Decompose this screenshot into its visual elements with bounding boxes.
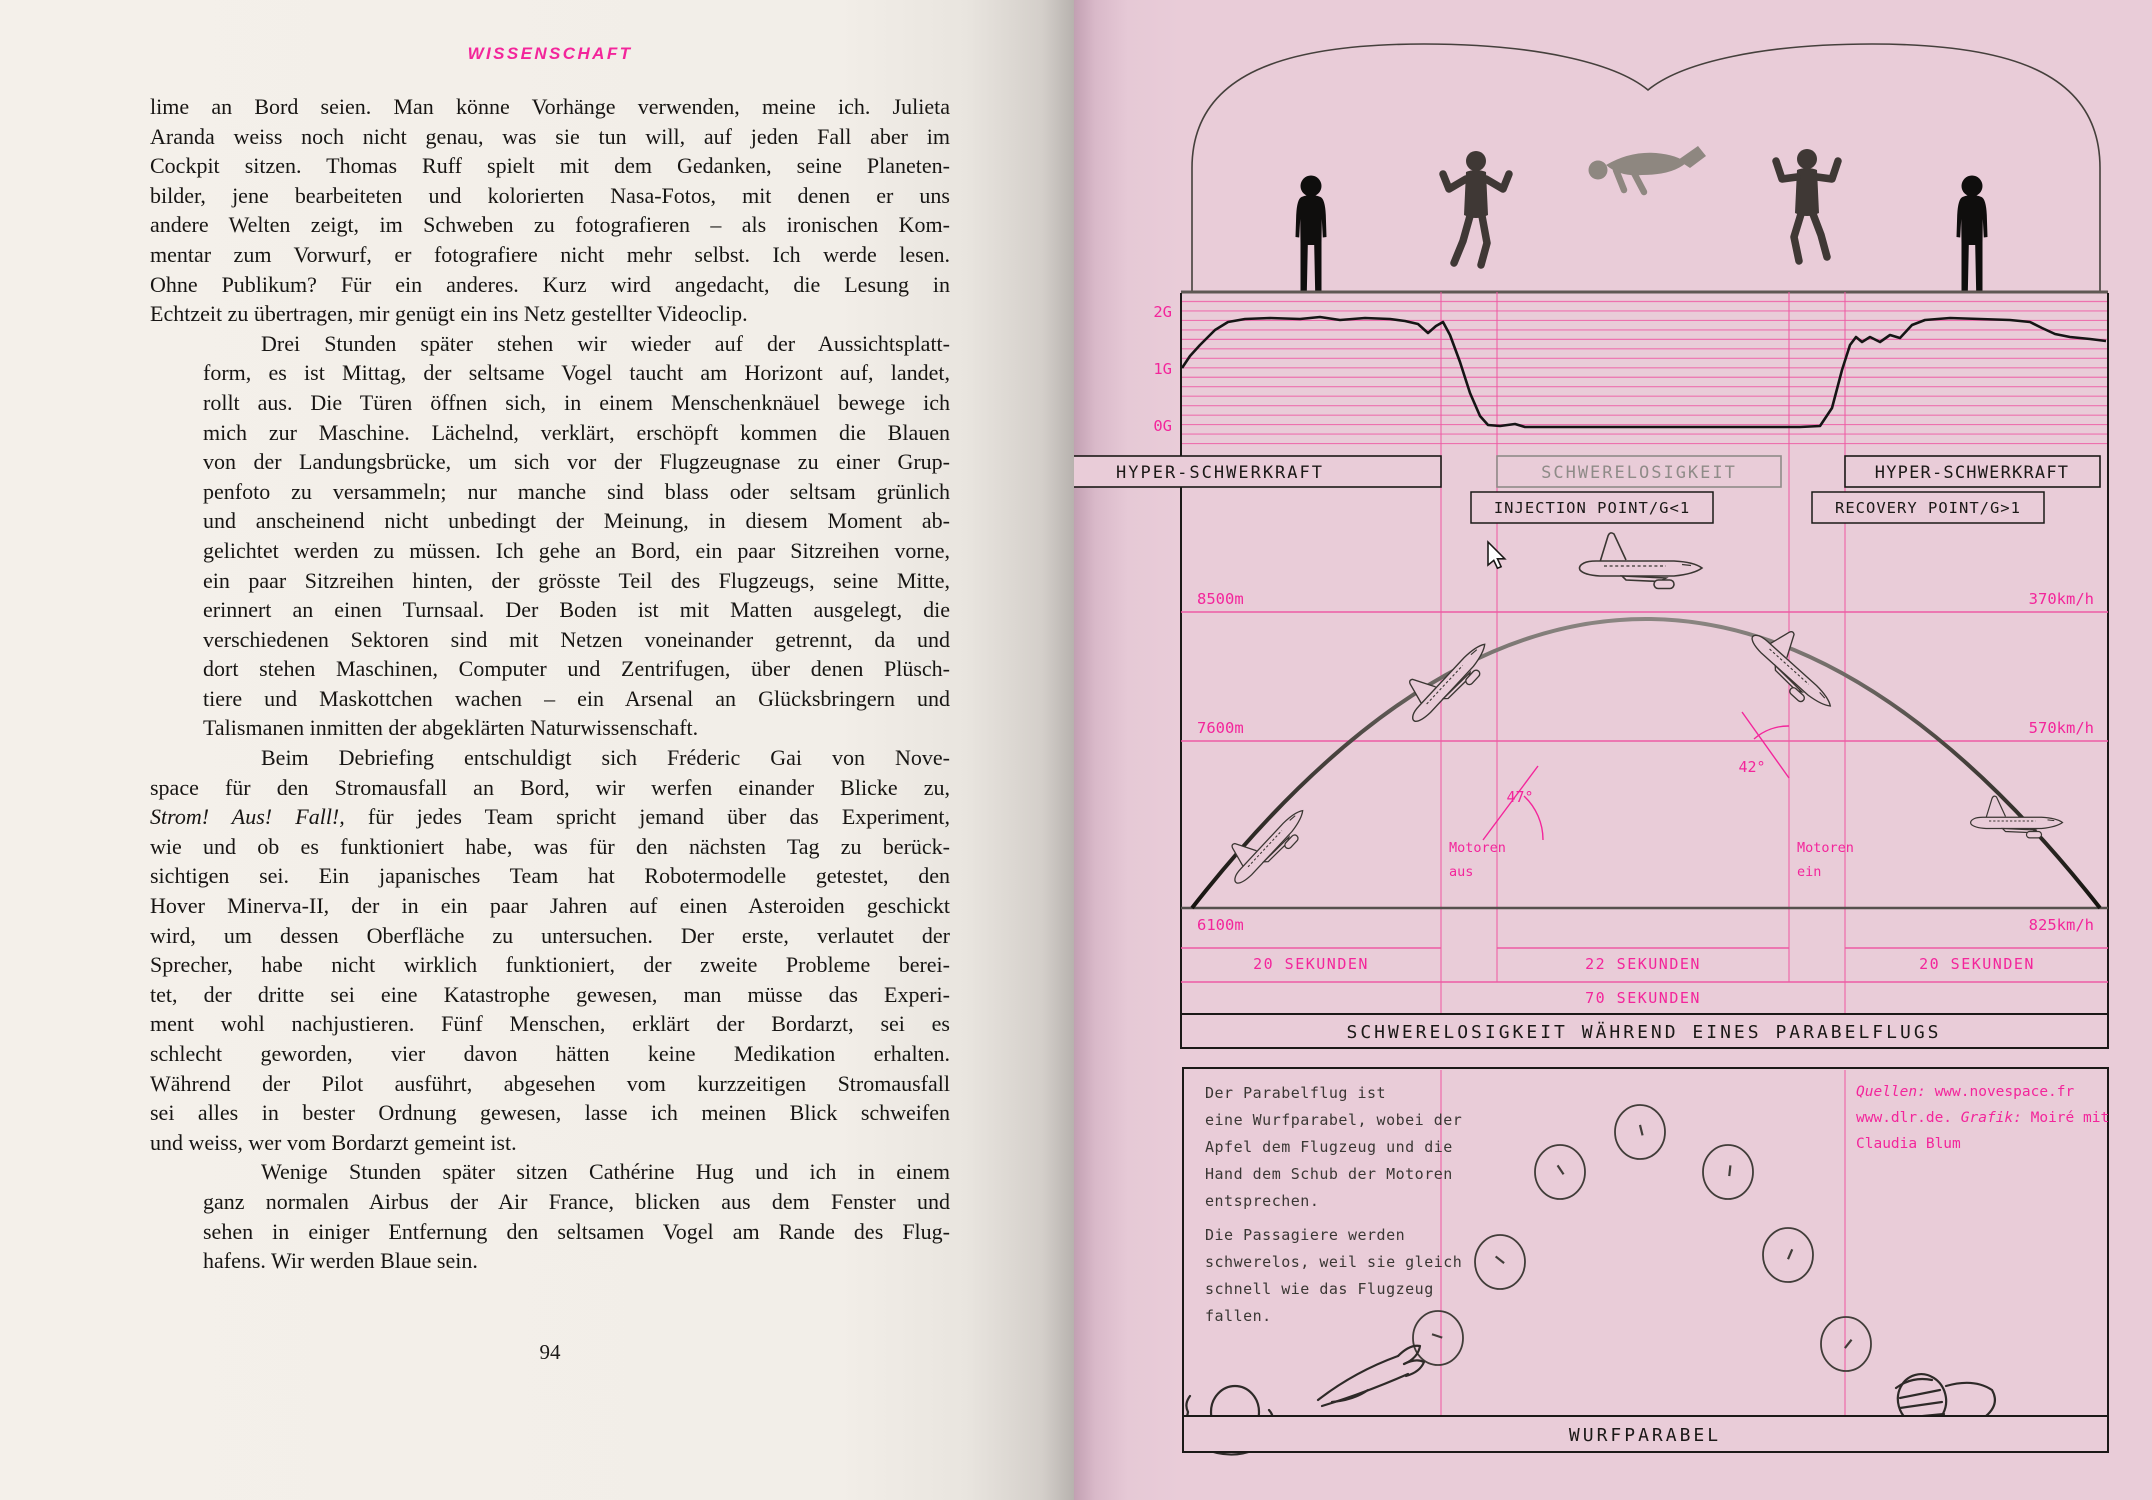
engines-off-line2: aus xyxy=(1449,864,1474,880)
human-figure-standing-left xyxy=(1296,176,1327,294)
recovery-point-label: RECOVERY POINT/G>1 xyxy=(1835,499,2021,517)
text-line: Während der Pilot ausführt, abgesehen vom kurzzeitigen Stromausfall xyxy=(150,1070,950,1096)
right-page xyxy=(1074,0,2152,1500)
speed-570: 570km/h xyxy=(2028,719,2094,737)
text-line: ein paar Sitzreihen hinten, der grösste Teil des Flugzeugs, seine Mitte, xyxy=(203,567,950,593)
paragraph xyxy=(150,92,950,329)
wurfparabel-text xyxy=(1205,1084,1462,1325)
diagram-caption: SCHWERELOSIGKEIT WÄHREND EINES PARABELFLUGS xyxy=(1346,1022,1942,1043)
text-line: erinnert an einen Turnsaal. Der Boden ist mit Matten ausgelegt, die xyxy=(203,597,950,623)
human-figure-standing-right xyxy=(1957,176,1988,294)
text-line: penfoto zu versammeln; nur manche sind blass oder seltsam grünlich xyxy=(203,478,950,504)
apple-trajectory xyxy=(1413,1105,1871,1371)
speed-825: 825km/h xyxy=(2028,916,2094,934)
text-line: tet, der dritte sei eine Katastrophe gewesen, man müsse das Experi- xyxy=(150,981,950,1007)
gforce-gridlines xyxy=(1181,302,2108,444)
text-line: form, es ist Mittag, der seltsame Vogel taucht am Horizont auf, landet, xyxy=(203,360,950,386)
wurfparabel-text-line: entsprechen. xyxy=(1205,1192,1320,1210)
g-label-2g: 2G xyxy=(1153,303,1172,321)
altitude-7600: 7600m xyxy=(1197,719,1244,737)
text-line: und weiss, wer vom Bordarzt gemeint ist. xyxy=(150,1129,517,1155)
zone-label-weightlessness: SCHWERELOSIGKEIT xyxy=(1541,463,1737,483)
body-text-column xyxy=(150,92,950,1276)
wurfparabel-caption: WURFPARABEL xyxy=(1568,1425,1722,1446)
apple-icon xyxy=(1763,1228,1813,1282)
engines-off-line1: Motoren xyxy=(1449,840,1506,856)
human-figure-floating xyxy=(1589,146,1707,192)
text-line: sehen in einiger Entfernung den seltsamen Vogel am Rande des Flug- xyxy=(203,1218,950,1244)
duration-total-70s: 70 SEKUNDEN xyxy=(1585,989,1701,1007)
credit-line: Quellen: www.novespace.fr xyxy=(1856,1084,2075,1100)
wurfparabel-text-line: Der Parabelflug ist xyxy=(1205,1084,1387,1102)
angle-47-label: 47° xyxy=(1506,788,1534,806)
text-line: wird, um dessen Oberfläche zu untersuchen. Der erste, verlautet der xyxy=(150,922,950,948)
text-line: space für den Stromausfall an Bord, wir werfen einander Blicke zu, xyxy=(150,774,950,800)
airplane-climb-start xyxy=(1215,791,1314,893)
text-line: bilder, jene bearbeiteten und kolorierten Nasa-Fotos, mit denen er uns xyxy=(150,182,950,208)
text-line: Cockpit sitzen. Thomas Ruff spielt mit dem Gedanken, seine Planeten- xyxy=(150,153,950,179)
text-line: Sprecher, habe nicht wirklich funktioniert, der zweite Probleme berei- xyxy=(150,952,950,978)
angle-42-label: 42° xyxy=(1738,758,1766,776)
apple-icon xyxy=(1821,1317,1871,1371)
text-line: mich zur Maschine. Lächelnd, verklärt, erschöpft kommen die Blauen xyxy=(203,419,950,445)
flight-parabola xyxy=(1192,619,2100,908)
apple-icon xyxy=(1413,1311,1463,1365)
text-line: Strom! Aus! Fall!, für jedes Team spricht jemand über das Experiment, xyxy=(150,804,950,830)
text-line: Beim Debriefing entschuldigt sich Fréderic Gai von Nove- xyxy=(261,745,950,771)
airplane-recovery xyxy=(1971,796,2063,838)
paragraph xyxy=(203,1157,950,1275)
text-line: Ohne Publikum? Für ein anderes. Kurz wird angedacht, die Lesung in xyxy=(150,271,950,297)
text-line: rollt aus. Die Türen öffnen sich, in einem Menschenknäuel bewege ich xyxy=(203,389,950,415)
text-line: und anscheinend nicht unbedingt der Meinung, in diesem Moment ab- xyxy=(203,508,950,534)
text-line: Aranda weiss noch nicht genau, was sie tun will, auf jeden Fall aber im xyxy=(150,123,950,149)
zone-label-hypergravity-1: HYPER-SCHWERKRAFT xyxy=(1116,463,1324,483)
paragraph xyxy=(203,329,950,743)
wurfparabel-text-line: fallen. xyxy=(1205,1307,1272,1325)
gforce-curve xyxy=(1182,317,2106,427)
altitude-8500: 8500m xyxy=(1197,590,1244,608)
airplane-apex xyxy=(1580,533,1703,589)
engines-on-line1: Motoren xyxy=(1797,840,1854,856)
speed-370: 370km/h xyxy=(2028,590,2094,608)
wurfparabel-text-line: eine Wurfparabel, wobei der xyxy=(1205,1111,1463,1129)
engines-on-line2: ein xyxy=(1797,864,1822,880)
text-line: von der Landungsbrücke, um sich vor der Flugzeugnase zu einer Grup- xyxy=(203,449,950,475)
altitude-lines xyxy=(1181,612,2108,741)
text-line: verschiedenen Sektoren sind mit Netzen voneinander getrennt, da und xyxy=(203,626,950,652)
wurfparabel-text-line: schnell wie das Flugzeug xyxy=(1205,1280,1434,1298)
text-line: wie und ob es funktioniert habe, was für den nächsten Tag zu berück- xyxy=(150,833,950,859)
text-line: Wenige Stunden später sitzen Cathérine Hug und ich in einem xyxy=(261,1159,950,1185)
text-line: mentar zum Vorwurf, er fotografiere nicht mehr selbst. Ich werde lesen. xyxy=(150,241,950,267)
text-line: lime an Bord seien. Man könne Vorhänge verwenden, meine ich. Julieta xyxy=(150,94,950,119)
g-label-1g: 1G xyxy=(1153,360,1172,378)
wurfparabel-credits xyxy=(1856,1084,2109,1152)
duration-20s-left: 20 SEKUNDEN xyxy=(1253,955,1369,973)
text-line: hafens. Wir werden Blaue sein. xyxy=(203,1248,478,1274)
wurfparabel-text-line: schwerelos, weil sie gleich xyxy=(1205,1253,1463,1271)
text-line: Talismanen inmitten der abgeklärten Naturwissenschaft. xyxy=(203,715,699,741)
altitude-6100: 6100m xyxy=(1197,916,1244,934)
diagram-frame-lines xyxy=(1181,293,2108,1014)
duration-22s: 22 SEKUNDEN xyxy=(1585,955,1701,973)
angle-marks xyxy=(1483,712,1789,840)
credit-line: www.dlr.de. Grafik: Moiré mit xyxy=(1856,1110,2110,1126)
apple-icon xyxy=(1615,1105,1665,1159)
text-line: Hover Minerva-II, der in ein paar Jahren auf einen Asteroiden geschickt xyxy=(150,893,950,919)
text-line: ganz normalen Airbus der Air France, blicken aus dem Fenster und xyxy=(203,1188,950,1214)
text-line: Drei Stunden später stehen wir wieder auf der Aussichtsplatt- xyxy=(261,330,950,356)
wurfparabel-text-line: Die Passagiere werden xyxy=(1205,1226,1406,1244)
hand-throwing xyxy=(1318,1346,1424,1406)
g-label-0g: 0G xyxy=(1153,417,1172,435)
apple-icon xyxy=(1535,1145,1585,1199)
paragraph xyxy=(150,743,950,1157)
text-line: gelichtet werden zu müssen. Ich gehe an Bord, ein paar Sitzreihen vorne, xyxy=(203,537,950,563)
text-line: sei alles in bester Ordnung gewesen, lasse ich meinen Blick schweifen xyxy=(150,1100,950,1126)
apple-icon xyxy=(1475,1235,1525,1289)
text-line: tiere und Maskottchen wachen – ein Arsenal an Glücksbringern und xyxy=(203,685,950,711)
wurfparabel-text-line: Apfel dem Flugzeug und die xyxy=(1205,1138,1453,1156)
text-line: andere Welten zeigt, im Schweben zu fotografieren – als ironischen Kom- xyxy=(150,212,950,238)
parabelflug-infographic xyxy=(1074,0,2152,1500)
apple-icon xyxy=(1703,1145,1753,1199)
credit-line: Claudia Blum xyxy=(1856,1136,1961,1152)
text-line: schlecht geworden, vier davon hätten keine Medikation erhalten. xyxy=(150,1041,950,1066)
text-line: dort stehen Maschinen, Computer und Zentrifugen, über denen Plüsch- xyxy=(203,656,950,682)
zone-label-hypergravity-2: HYPER-SCHWERKRAFT xyxy=(1874,463,2070,483)
left-page xyxy=(0,0,1074,1500)
text-line: sichtigen sei. Ein japanisches Team hat Robotermodelle getestet, den xyxy=(150,863,950,889)
duration-20s-right: 20 SEKUNDEN xyxy=(1919,955,2035,973)
section-kicker: WISSENSCHAFT xyxy=(467,44,633,63)
text-line: Echtzeit zu übertragen, mir genügt ein ins Netz gestellter Videoclip. xyxy=(150,301,748,327)
wurfparabel-text-line: Hand dem Schub der Motoren xyxy=(1205,1165,1453,1183)
human-figure-jumping-right xyxy=(1776,149,1838,261)
injection-point-label: INJECTION POINT/G<1 xyxy=(1493,499,1691,517)
text-line: ment wohl nachjustieren. Fünf Menschen, erklärt der Bordarzt, sei es xyxy=(150,1011,950,1037)
page-number: 94 xyxy=(539,1340,561,1364)
airplane-climbing xyxy=(1392,624,1498,732)
human-figure-jumping-left xyxy=(1443,151,1509,265)
